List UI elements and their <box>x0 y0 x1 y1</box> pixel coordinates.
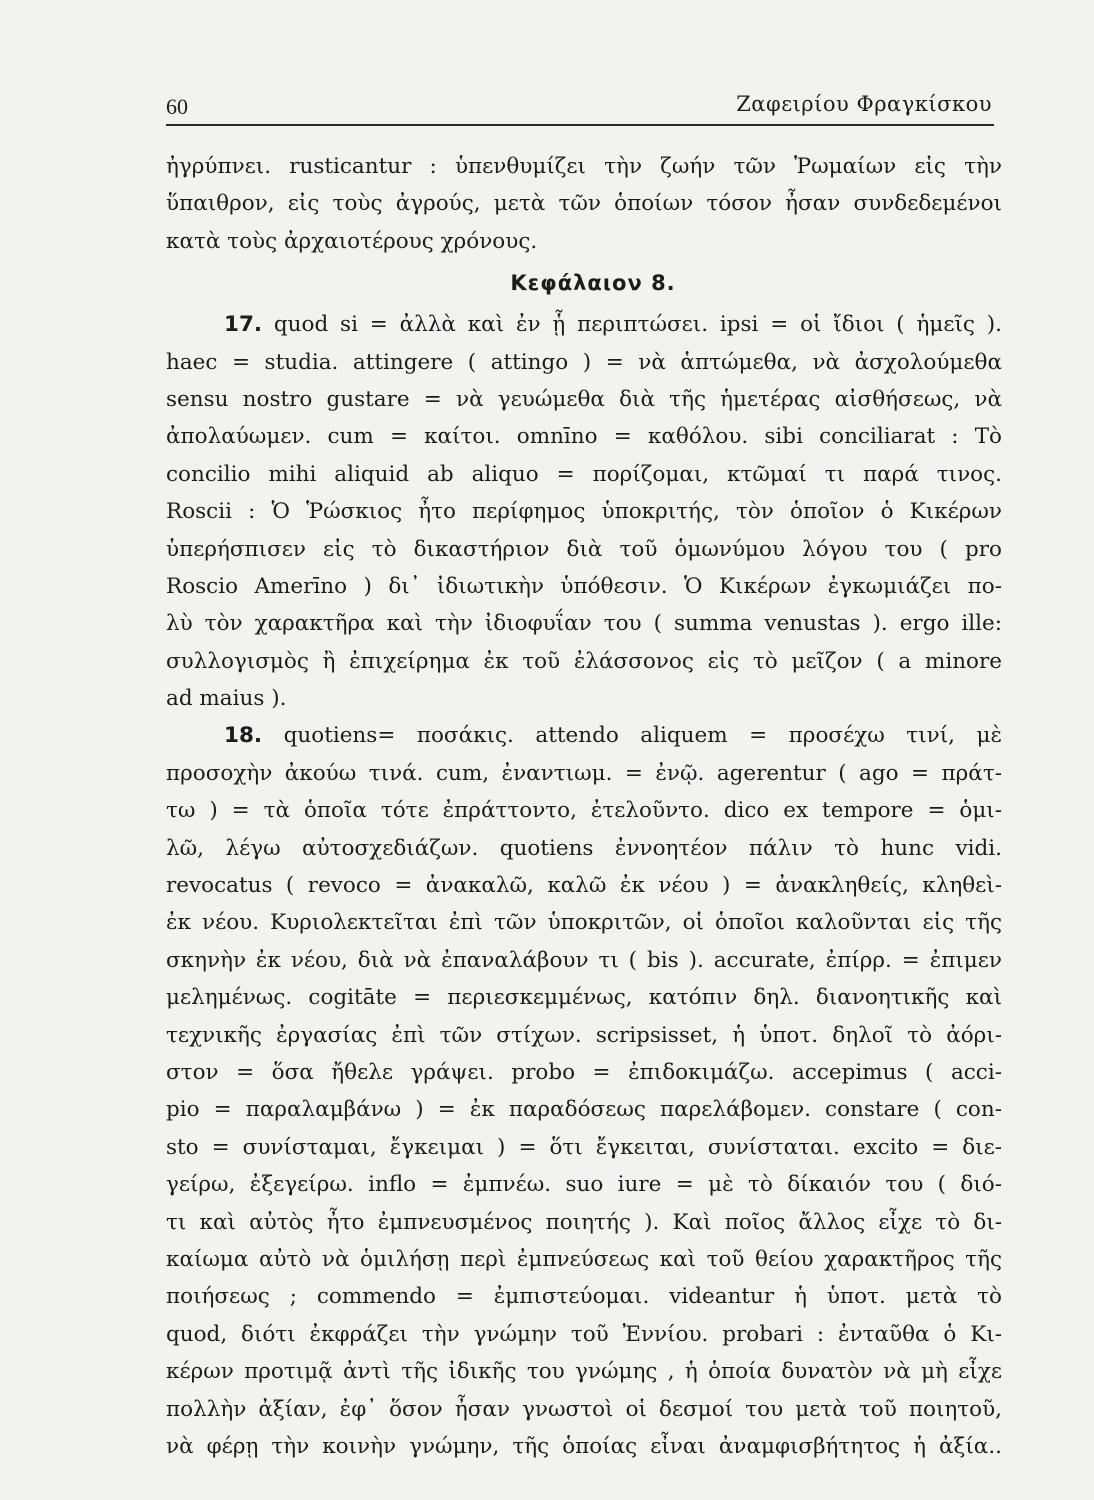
running-head: Ζαφειρίου Φραγκίσκου <box>736 92 992 116</box>
text-line: προσοχὴν ἀκούω τινά. cum, ἐναντιωμ. = ἐνῷ. agerentur ( ago = πράτ- <box>166 760 1002 786</box>
section-number: 18. <box>224 723 263 749</box>
text-line: Roscio Amerīno ) δι᾽ ἰδιωτικὴν ὑπόθεσιν. Ὁ Κικέρων ἐγκωμιάζει πο- <box>166 573 1002 599</box>
text-line: ποιήσεως ; commendo = ἐμπιστεύομαι. videantur ἡ ὑποτ. μετὰ τὸ <box>166 1284 1002 1310</box>
text-line: sto = συνίσταμαι, ἔγκειμαι ) = ὅτι ἔγκειται, συνίσταται. excito = διε- <box>166 1134 1002 1160</box>
header-rule <box>166 124 994 126</box>
text-line: γείρω, ἐξεγείρω. inflo = ἐμπνέω. suo iure = μὲ τὸ δίκαιόν του ( διό- <box>166 1172 1002 1198</box>
text-line: ὑπερήσπισεν εἰς τὸ δικαστήριον διὰ τοῦ ὁμωνύμου λόγου του ( pro <box>166 536 1002 562</box>
text-line: νὰ φέρῃ τὴν κοινὴν γνώμην, τῆς ὁποίας εἶναι ἀναμφισβήτητος ἡ ἀξία.. <box>166 1433 1002 1459</box>
text-line: concilio mihi aliquid ab aliquo = πορίζομαι, κτῶμαί τι παρά τινος. <box>166 461 1002 487</box>
text-line: μελημένως. cogitāte = περιεσκεμμένως, κατόπιν δηλ. διανοητικῆς καὶ <box>166 985 1002 1011</box>
text-line: τεχνικῆς ἐργασίας ἐπὶ τῶν στίχων. scripsisset, ἡ ὑποτ. δηλοῖ τὸ ἀόρι- <box>166 1022 1002 1048</box>
chapter-heading: Κεφάλαιον 8. <box>510 271 676 296</box>
text-line: λῶ, λέγω αὐτοσχεδιάζων. quotiens ἐννοητέον πάλιν τὸ hunc vidi. <box>166 835 1002 861</box>
text-line: λὺ τὸν χαρακτῆρα καὶ τὴν ἰδιοφυΐαν του ( summa venustas ). ergo ille: <box>166 611 1002 637</box>
text-line: κατὰ τοὺς ἀρχαιοτέρους χρόνους. <box>166 228 538 254</box>
section-17-first-line <box>166 306 1002 343</box>
text-line: Roscii : Ὁ Ῥώσκιος ἦτο περίφημος ὑποκριτής, τὸν ὁποῖον ὁ Κικέρων <box>166 499 1002 525</box>
text-line: συλλογισμὸς ἢ ἐπιχείρημα ἐκ τοῦ ἐλάσσονος εἰς τὸ μεῖζον ( a minore <box>166 648 1002 674</box>
text-line: τι καὶ αὐτὸς ἦτο ἐμπνευσμένος ποιητής ). Καὶ ποῖος ἄλλος εἶχε τὸ δι- <box>166 1209 1002 1235</box>
text-line: sensu nostro gustare = νὰ γευώμεθα διὰ τῆς ἡμετέρας αἰσθήσεως, νὰ <box>166 386 1002 412</box>
page-number: 60 <box>166 94 188 119</box>
text-line: στον = ὅσα ἤθελε γράψει. probo = ἐπιδοκιμάζω. accepimus ( acci- <box>166 1059 1002 1085</box>
text-line: revocatus ( revoco = ἀνακαλῶ, καλῶ ἐκ νέου ) = ἀνακληθείς, κληθεὶ- <box>166 873 1002 899</box>
text-line: πολλὴν ἀξίαν, ἐφ᾽ ὅσον ἦσαν γνωστοὶ οἱ δεσμοί του μετὰ τοῦ ποιητοῦ, <box>166 1396 1002 1422</box>
text-line: pio = παραλαμβάνω ) = ἐκ παραδόσεως παρελάβομεν. constare ( con- <box>166 1097 1002 1123</box>
section-18-first-line <box>166 717 1002 754</box>
text-line: ἠγρύπνει. rusticantur : ὑπενθυμίζει τὴν ζωήν τῶν Ῥωμαίων εἰς τὴν <box>166 154 1002 179</box>
section-number: 17. <box>224 312 263 338</box>
text-line: quod, διότι ἐκφράζει τὴν γνώμην τοῦ Ἐννίου. probari : ἐνταῦθα ὁ Κι- <box>166 1321 1002 1347</box>
text-line: τω ) = τὰ ὁποῖα τότε ἐπράττοντο, ἐτελοῦντο. dico ex tempore = ὁμι- <box>166 798 1002 824</box>
text-line: ἐκ νέου. Κυριολεκτεῖται ἐπὶ τῶν ὑποκριτῶν, οἱ ὁποῖοι καλοῦνται εἰς τῆς <box>166 910 1002 936</box>
page-header <box>166 84 992 124</box>
text-line: καίωμα αὐτὸ νὰ ὁμιλήσῃ περὶ ἐμπνεύσεως καὶ τοῦ θείου χαρακτῆρος τῆς <box>166 1246 1002 1272</box>
text-line: haec = studia. attingere ( attingo ) = νὰ ἁπτώμεθα, νὰ ἀσχολούμεθα <box>166 349 1002 375</box>
text-line: σκηνὴν ἐκ νέου, διὰ νὰ ἐπαναλάβουν τι ( bis ). accurate, ἐπίρρ. = ἐπιμεν <box>166 947 1002 973</box>
section-18-text: quotiens= ποσάκις. attendo aliquem = προσέχω τινί, μὲ <box>283 723 1002 749</box>
body-text <box>166 148 1002 1465</box>
section-17-text: quod si = ἀλλὰ καὶ ἐν ᾗ περιπτώσει. ipsi = οἱ ἴδιοι ( ἡμεῖς ). <box>273 312 1002 338</box>
text-line: ad maius ). <box>166 686 287 712</box>
text-line: κέρων προτιμᾷ ἀντὶ τῆς ἰδικῆς του γνώμης , ἡ ὁποία δυνατὸν νὰ μὴ εἶχε <box>166 1359 1002 1385</box>
text-line: ὕπαιθρον, εἰς τοὺς ἀγρούς, μετὰ τῶν ὁποίων τόσον ἦσαν συνδεδεμένοι <box>166 191 1002 217</box>
text-line: ἀπολαύωμεν. cum = καίτοι. omnīno = καθόλου. sibi conciliarat : Τὸ <box>166 424 1002 450</box>
